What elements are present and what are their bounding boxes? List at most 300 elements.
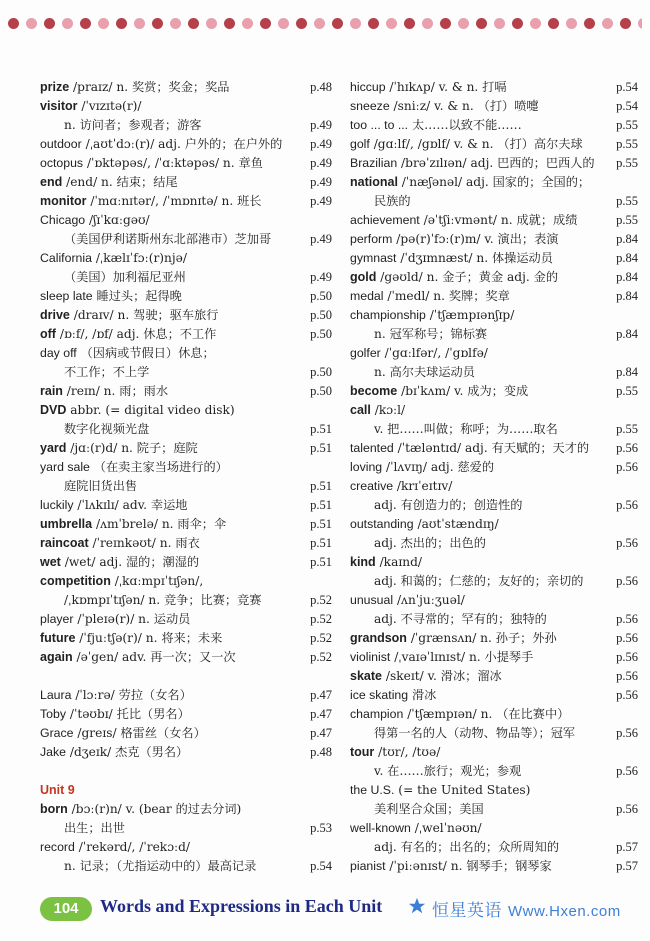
entry-continuation	[350, 572, 638, 591]
headword: achievement	[350, 213, 420, 227]
headword: skate	[350, 669, 382, 683]
entry	[40, 382, 332, 401]
border-dot	[296, 18, 307, 29]
page-ref: p.49	[310, 232, 332, 246]
definition: /bɔː(r)n/ v. (bear 的过去分词)	[67, 802, 242, 816]
page-ref: p.51	[310, 536, 332, 550]
definition: adj. 有创造力的；创造性的	[374, 498, 523, 512]
headword: umbrella	[40, 517, 93, 531]
definition: /end/ n. 结束；结尾	[62, 175, 178, 189]
definition: abbr. (= digital video disk)	[66, 403, 235, 417]
border-dot	[476, 18, 487, 29]
entry	[40, 173, 332, 192]
border-dot	[350, 18, 361, 29]
definition: /bɪˈkʌm/ v. 成为；变成	[397, 384, 529, 398]
border-dot	[512, 18, 523, 29]
entry-continuation	[350, 610, 638, 629]
entry-continuation	[40, 230, 332, 249]
definition: 滑冰	[408, 688, 437, 702]
definition: /ˈreɪnkəʊt/ n. 雨衣	[88, 536, 200, 550]
dot-border	[8, 18, 642, 30]
entry-continuation	[350, 838, 638, 857]
page-number-badge: 104	[40, 897, 92, 921]
page-ref: p.49	[310, 156, 332, 170]
border-dot	[116, 18, 127, 29]
page-ref: p.56	[616, 688, 638, 702]
definition: adj. 杰出的；出色的	[374, 536, 486, 550]
headword: golf	[350, 137, 370, 151]
headword: luckily	[40, 498, 74, 512]
entry	[40, 648, 332, 667]
entry	[40, 154, 332, 173]
headword: outstanding	[350, 517, 414, 531]
headword: well-known	[350, 821, 411, 835]
page-ref: p.51	[310, 441, 332, 455]
headword: end	[40, 175, 63, 189]
entry	[350, 591, 638, 610]
entry	[40, 192, 332, 211]
headword: hiccup	[350, 80, 386, 94]
entry	[350, 287, 638, 306]
watermark[interactable]	[432, 896, 621, 921]
border-dot	[26, 18, 37, 29]
headword: perform	[350, 232, 393, 246]
page-ref: p.56	[616, 441, 638, 455]
definition: /brəˈzɪlɪən/ adj. 巴西的；巴西人的	[397, 156, 595, 170]
headword: again	[40, 650, 73, 664]
entry	[350, 173, 638, 192]
entry	[350, 382, 638, 401]
headword: ice skating	[350, 688, 409, 702]
definition: /ˈlʌkɪlɪ/ adv. 幸运地	[73, 498, 188, 512]
headword: wet	[40, 555, 61, 569]
definition: /aʊtˈstændɪŋ/	[413, 517, 499, 531]
definition: /ˈpiːənɪst/ n. 钢琴手；钢琴家	[385, 859, 552, 873]
border-dot	[566, 18, 577, 29]
border-dot	[548, 18, 559, 29]
definition: /dʒeɪk/ 杰克（男名）	[65, 745, 189, 759]
definition: n. 记录；（尤指运动中的）最高记录	[64, 859, 257, 873]
definition: adj. 不寻常的；罕有的；独特的	[374, 612, 547, 626]
entry-continuation	[40, 857, 332, 876]
entry-continuation	[40, 819, 332, 838]
headword: record	[40, 840, 75, 854]
headword: champion	[350, 707, 404, 721]
entry	[40, 439, 332, 458]
headword: monitor	[40, 194, 87, 208]
border-dot	[638, 18, 642, 29]
entry-continuation	[40, 363, 332, 382]
entry-continuation	[350, 724, 638, 743]
page-ref: p.54	[310, 859, 332, 873]
definition: adj. 和蔼的；仁慈的；友好的；亲切的	[374, 574, 584, 588]
definition: 数字化视频光盘	[64, 422, 150, 436]
entry	[350, 781, 638, 800]
page-ref: p.51	[310, 555, 332, 569]
definition: 美利坚合众国；美国	[374, 802, 484, 816]
definition: 不工作；不上学	[64, 365, 150, 379]
headword: grandson	[350, 631, 407, 645]
page-ref: p.49	[310, 137, 332, 151]
page-ref: p.50	[310, 365, 332, 379]
definition: （在卖主家当场进行的）	[89, 460, 228, 474]
page-ref: p.50	[310, 308, 332, 322]
page-ref: p.84	[616, 232, 638, 246]
right-column	[350, 78, 638, 876]
page-ref: p.47	[310, 707, 332, 721]
entry	[350, 249, 638, 268]
definition: /ˈnæʃənəl/ adj. 国家的；全国的；	[397, 175, 591, 189]
entry	[350, 515, 638, 534]
page-ref: p.84	[616, 327, 638, 341]
definition: n. 高尔夫球运动员	[374, 365, 475, 379]
page-ref: p.54	[616, 99, 638, 113]
definition: n. 访问者；参观者；游客	[64, 118, 202, 132]
page-ref: p.55	[616, 213, 638, 227]
headword: visitor	[40, 99, 78, 113]
headword: yard	[40, 441, 67, 455]
definition: /skeɪt/ v. 滑冰；溜冰	[381, 669, 502, 683]
headword: sleep late	[40, 289, 93, 303]
page-ref: p.48	[310, 80, 332, 94]
entry	[40, 610, 332, 629]
definition: /wet/ adj. 湿的；潮湿的	[60, 555, 200, 569]
entry	[40, 249, 332, 268]
page-ref: p.56	[616, 650, 638, 664]
headword: gold	[350, 270, 377, 284]
definition: /ˈtæləntɪd/ adj. 有天赋的；天才的	[393, 441, 590, 455]
left-column	[40, 78, 332, 876]
definition: /ɒːf/, /ɒf/ adj. 休息；不工作	[55, 327, 217, 341]
headword: rain	[40, 384, 63, 398]
entry	[350, 458, 638, 477]
headword: yard sale	[40, 460, 90, 474]
entry	[350, 705, 638, 724]
definition: v. 在……旅行；观光；参观	[374, 764, 522, 778]
definition: /pə(r)ˈfɔː(r)m/ v. 演出；表演	[392, 232, 559, 246]
border-dot	[242, 18, 253, 29]
definition: /reɪn/ n. 雨；雨水	[62, 384, 169, 398]
definition: /kɔːl/	[370, 403, 406, 417]
headword: tour	[350, 745, 375, 759]
entry	[350, 116, 638, 135]
definition: /krɪˈeɪtɪv/	[393, 479, 453, 493]
page-ref: p.49	[310, 194, 332, 208]
page-ref: p.84	[616, 270, 638, 284]
page-ref: p.49	[310, 118, 332, 132]
headword: loving	[350, 460, 383, 474]
border-dot	[98, 18, 109, 29]
headword: outdoor	[40, 137, 82, 151]
definition: /ˈvɪzɪtə(r)/	[77, 99, 142, 113]
definition: /ʌnˈjuːʒuəl/	[393, 593, 465, 607]
entry	[40, 705, 332, 724]
unit-label: Unit 9	[40, 783, 75, 797]
headword: creative	[350, 479, 394, 493]
entry	[350, 344, 638, 363]
entry	[350, 306, 638, 325]
entry	[40, 97, 332, 116]
definition: （因病或节假日）休息；	[76, 346, 215, 360]
page-ref: p.55	[616, 194, 638, 208]
entry	[350, 230, 638, 249]
page-ref: p.56	[616, 498, 638, 512]
definition: /ˌkælɪˈfɔː(r)njə/	[91, 251, 187, 265]
definition: /ˌaʊtˈdɔː(r)/ adj. 户外的；在户外的	[81, 137, 283, 151]
entry	[350, 78, 638, 97]
headword: too ... to ...	[350, 118, 409, 132]
page-ref: p.51	[310, 498, 332, 512]
page-ref: p.55	[616, 137, 638, 151]
entry	[40, 135, 332, 154]
page-ref: p.84	[616, 289, 638, 303]
page-ref: p.56	[616, 764, 638, 778]
headword: future	[40, 631, 76, 645]
entry	[350, 648, 638, 667]
headword: day off	[40, 346, 77, 360]
border-dot	[224, 18, 235, 29]
entry	[40, 344, 332, 363]
entry	[40, 458, 332, 477]
definition: 得第一名的人（动物、物品等）；冠军	[374, 726, 576, 740]
definition: /ˈmɑːnɪtər/, /ˈmɒnɪtə/ n. 班长	[86, 194, 262, 208]
page-ref: p.49	[310, 270, 332, 284]
headword: national	[350, 175, 398, 189]
entry	[40, 743, 332, 762]
headword: golfer	[350, 346, 381, 360]
entry	[350, 743, 638, 762]
definition: /ˈmedl/ n. 奖牌；奖章	[383, 289, 510, 303]
entry	[40, 838, 332, 857]
definition: /ˈtʃæmpɪənʃɪp/	[425, 308, 515, 322]
page-ref: p.57	[616, 859, 638, 873]
headword: Toby	[40, 707, 66, 721]
headword: sneeze	[350, 99, 390, 113]
border-dot	[134, 18, 145, 29]
definition: n. 冠军称号；锦标赛	[374, 327, 488, 341]
entry-continuation	[40, 420, 332, 439]
page-ref: p.56	[616, 802, 638, 816]
spacer	[40, 667, 332, 686]
border-dot	[422, 18, 433, 29]
headword: off	[40, 327, 56, 341]
entry	[40, 306, 332, 325]
headword: gymnast	[350, 251, 397, 265]
entry-continuation	[350, 800, 638, 819]
border-dot	[152, 18, 163, 29]
page-ref: p.51	[310, 422, 332, 436]
headword: California	[40, 251, 92, 265]
border-dot	[260, 18, 271, 29]
headword: violinist	[350, 650, 391, 664]
entry	[350, 268, 638, 287]
entry-continuation	[350, 496, 638, 515]
definition: /ˈhɪkʌp/ v. & n. 打嗝	[385, 80, 507, 94]
headword: DVD	[40, 403, 67, 417]
definition: 睡过头；起得晚	[92, 289, 182, 303]
page-ref: p.55	[616, 118, 638, 132]
entry	[40, 534, 332, 553]
entry	[40, 496, 332, 515]
entry	[350, 629, 638, 648]
watermark-url[interactable]: Www.Hxen.com	[508, 903, 621, 920]
entry	[40, 78, 332, 97]
definition: /kaɪnd/	[375, 555, 422, 569]
definition: (= the United States)	[394, 783, 531, 797]
page-ref: p.52	[310, 650, 332, 664]
page-ref: p.56	[616, 536, 638, 550]
entry	[350, 477, 638, 496]
page-ref: p.56	[616, 574, 638, 588]
definition: 民族的	[374, 194, 411, 208]
definition: v. 把……叫做；称呼；为……取名	[374, 422, 558, 436]
page-ref: p.56	[616, 726, 638, 740]
border-dot	[188, 18, 199, 29]
border-dot	[584, 18, 595, 29]
page-ref: p.55	[616, 156, 638, 170]
page-ref: p.51	[310, 517, 332, 531]
page-ref: p.48	[310, 745, 332, 759]
definition: /ˈtʃæmpɪən/ n. （在比赛中）	[403, 707, 570, 721]
page-ref: p.51	[310, 479, 332, 493]
headword: call	[350, 403, 371, 417]
entry-continuation	[350, 534, 638, 553]
definition: /ˈtəʊbɪ/ 托比（男名）	[65, 707, 190, 721]
entry-continuation	[350, 192, 638, 211]
border-dot	[530, 18, 541, 29]
definition: /ʃɪˈkɑːgəʊ/	[85, 213, 150, 227]
definition: /ˈɒktəpəs/, /ˈɑːktəpəs/ n. 章鱼	[83, 156, 263, 170]
headword: Laura	[40, 688, 72, 702]
entry	[350, 857, 638, 876]
border-dot	[620, 18, 631, 29]
footer-title: Words and Expressions in Each Unit	[100, 896, 383, 916]
definition: /tʊr/, /tʊə/	[374, 745, 441, 759]
definition: （美国伊利诺斯州东北部港市）芝加哥	[64, 232, 272, 246]
headword: pianist	[350, 859, 386, 873]
border-dot	[602, 18, 613, 29]
definition: /gɑːlf/, /gɒlf/ v. & n. （打）高尔夫球	[369, 137, 583, 151]
headword: Brazilian	[350, 156, 398, 170]
entry-continuation	[350, 325, 638, 344]
page-ref: p.47	[310, 726, 332, 740]
border-dot	[314, 18, 325, 29]
page-ref: p.50	[310, 327, 332, 341]
spacer	[40, 762, 332, 781]
page-ref: p.52	[310, 631, 332, 645]
definition: adj. 有名的；出名的；众所周知的	[374, 840, 560, 854]
page-ref: p.56	[616, 612, 638, 626]
page-ref: p.52	[310, 593, 332, 607]
entry	[40, 211, 332, 230]
headword: drive	[40, 308, 70, 322]
entry	[40, 401, 332, 420]
headword: championship	[350, 308, 426, 322]
entry	[40, 629, 332, 648]
definition: 庭院旧货出售	[64, 479, 138, 493]
entry	[40, 325, 332, 344]
border-dot	[386, 18, 397, 29]
headword: talented	[350, 441, 394, 455]
entry	[40, 572, 332, 591]
entry	[350, 667, 638, 686]
page-ref: p.47	[310, 688, 332, 702]
definition: /ˈrekərd/, /ˈrekɔːd/	[74, 840, 191, 854]
border-dot	[278, 18, 289, 29]
entry-continuation	[40, 268, 332, 287]
entry	[350, 401, 638, 420]
entry	[350, 819, 638, 838]
entry-continuation	[40, 477, 332, 496]
page-ref: p.53	[310, 821, 332, 835]
entry	[40, 800, 332, 819]
definition: /ʌmˈbrelə/ n. 雨伞；伞	[92, 517, 227, 531]
headword: kind	[350, 555, 376, 569]
headword: the U.S.	[350, 783, 395, 797]
page-ref: p.55	[616, 422, 638, 436]
definition: /ˈlɔːrə/ 劳拉（女名）	[71, 688, 192, 702]
definition: /ˌkɑːmpɪˈtɪʃən/,	[110, 574, 204, 588]
definition: 太……以致不能……	[408, 118, 522, 132]
entry	[40, 553, 332, 572]
border-dot	[404, 18, 415, 29]
page-ref: p.52	[310, 612, 332, 626]
entry	[350, 439, 638, 458]
definition: /ˌwelˈnəʊn/	[410, 821, 482, 835]
page-ref: p.56	[616, 460, 638, 474]
definition: /sniːz/ v. & n. （打）喷嚏	[389, 99, 539, 113]
definition: /ˈpleɪə(r)/ n. 运动员	[73, 612, 191, 626]
definition: /ˈgrænsʌn/ n. 孙子；外孙	[406, 631, 557, 645]
definition: 出生；出世	[64, 821, 125, 835]
border-dot	[332, 18, 343, 29]
headword: Grace	[40, 726, 74, 740]
border-dot	[44, 18, 55, 29]
star-logo-icon	[408, 897, 426, 915]
border-dot	[170, 18, 181, 29]
definition: /jɑː(r)d/ n. 院子；庭院	[66, 441, 198, 455]
definition: /praɪz/ n. 奖赏；奖金；奖品	[69, 80, 230, 94]
entry	[350, 686, 638, 705]
entry	[40, 686, 332, 705]
headword: player	[40, 612, 74, 626]
entry-continuation	[40, 116, 332, 135]
entry	[40, 724, 332, 743]
entry	[350, 211, 638, 230]
border-dot	[62, 18, 73, 29]
entry-continuation	[350, 363, 638, 382]
definition: /ˌvaɪəˈlɪnɪst/ n. 小提琴手	[390, 650, 534, 664]
headword: prize	[40, 80, 70, 94]
page-ref: p.49	[310, 175, 332, 189]
border-dot	[368, 18, 379, 29]
definition: /ˌkɒmpɪˈtɪʃən/ n. 竞争；比赛；竞赛	[64, 593, 262, 607]
page-ref: p.84	[616, 251, 638, 265]
definition: /gəʊld/ n. 金子；黄金 adj. 金的	[376, 270, 559, 284]
headword: Jake	[40, 745, 66, 759]
page-ref: p.50	[310, 289, 332, 303]
entry	[40, 515, 332, 534]
headword: become	[350, 384, 398, 398]
watermark-brand: 恒星英语	[432, 901, 502, 920]
page-ref: p.84	[616, 365, 638, 379]
definition: /draɪv/ n. 驾驶；驱车旅行	[69, 308, 219, 322]
headword: competition	[40, 574, 111, 588]
entry-continuation	[350, 762, 638, 781]
headword: medal	[350, 289, 384, 303]
border-dot	[458, 18, 469, 29]
footer	[40, 893, 640, 927]
